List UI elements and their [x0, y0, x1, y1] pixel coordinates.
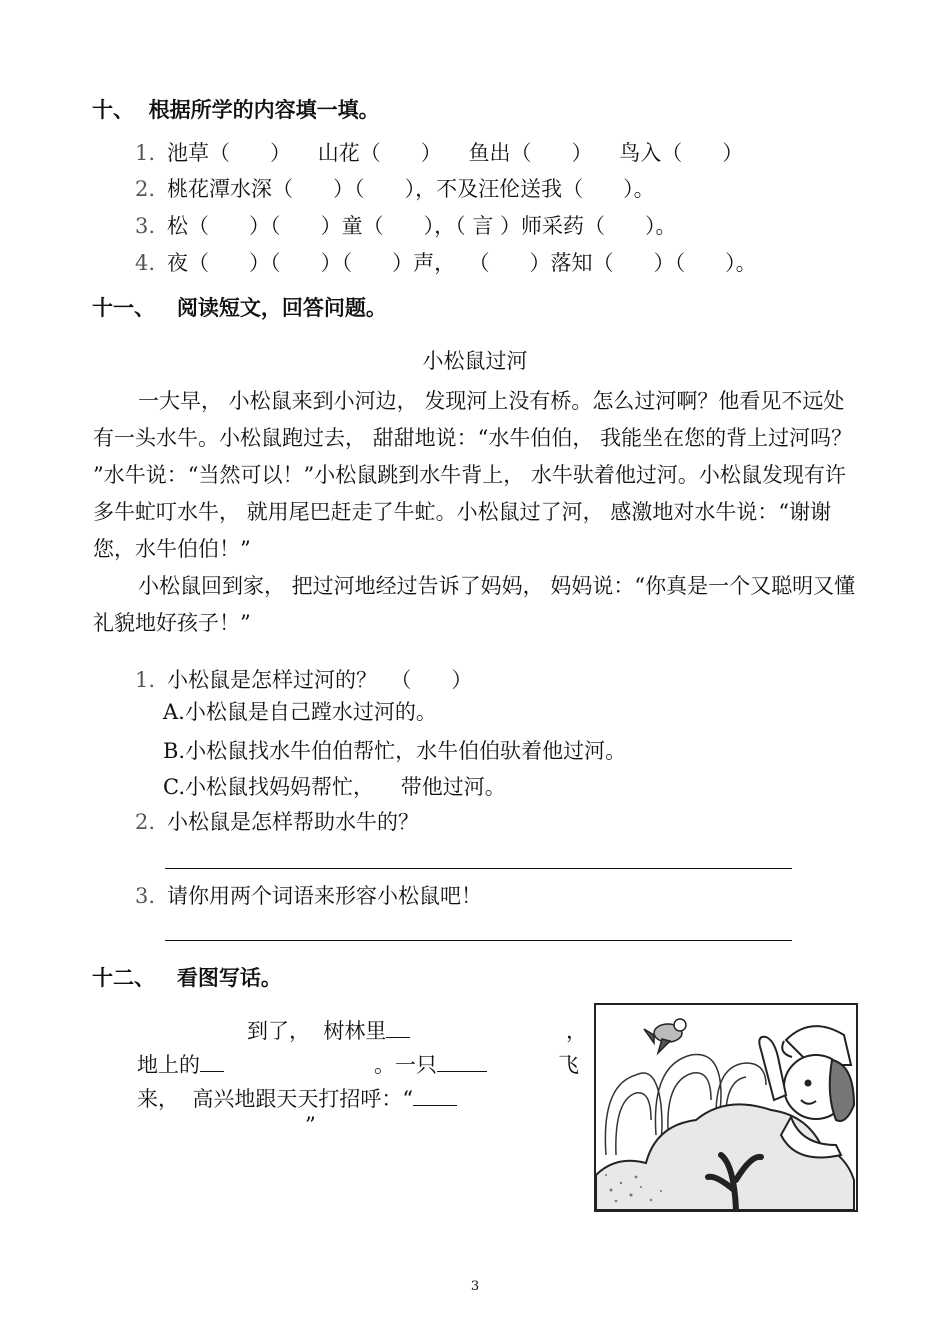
option-b: B.小松鼠找水牛伯伯帮忙，水牛伯伯驮着他过河。: [163, 739, 627, 763]
writing-blank: [386, 1017, 410, 1038]
item-text: 夜（ ）（ ）（ ）声， （ ）落知（ ）（ ）。: [167, 251, 757, 275]
item-number: 4.: [135, 251, 156, 275]
option-c: C.小松鼠找妈妈帮忙， 带他过河。: [163, 775, 506, 799]
page-number: 3: [470, 1279, 480, 1294]
item-text: 桃花潭水深（ ）（ ），不及汪伦送我（ ）。: [167, 177, 655, 201]
item-number: 1.: [135, 141, 156, 165]
writing-fly: 飞: [558, 1053, 579, 1077]
writing-text: 地上的: [137, 1053, 200, 1077]
question-number: 2.: [135, 810, 156, 834]
item-text: 松（ ）（ ）童（ ），（ 言 ）师采药（ ）。: [167, 214, 677, 238]
question-3: [135, 880, 482, 910]
answer-line-1: [165, 868, 792, 869]
fill-item-3: [135, 210, 677, 240]
writing-text: 到了， 树林里: [247, 1019, 387, 1043]
writing-text: 。一只: [374, 1053, 437, 1077]
writing-text: 来， 高兴地跟天天打招呼：“: [137, 1087, 414, 1111]
story-paragraph-2: 小松鼠回到家， 把过河地经过告诉了妈妈， 妈妈说：“你真是一个又聪明又懂礼貌地好孩子！”: [93, 574, 856, 635]
item-text: 池草（ ） 山花（ ） 鱼出（ ） 鸟入（ ）: [167, 141, 744, 165]
item-number: 2.: [135, 177, 156, 201]
fill-item-1: [135, 137, 743, 167]
question-number: 3.: [135, 884, 156, 908]
writing-line-2b: [374, 1049, 487, 1079]
question-text: 小松鼠是怎样过河的？ （ ）: [167, 668, 473, 692]
item-number: 3.: [135, 214, 156, 238]
fill-item-4: [135, 247, 757, 277]
story-paragraph-1: 一大早， 小松鼠来到小河边， 发现河上没有桥。怎么过河啊？他看见不远处有一头水牛。小松鼠跑过去， 甜甜地说：“水牛伯伯， 我能坐在您的背上过河吗？ ”水牛说：“当然可以！”小松鼠跳到水牛背上， 水牛驮着他过河。小松鼠发现有许多牛虻叮水牛， 就用尾巴赶走了牛虻。小松鼠过了河， 感激地对水牛说：“谢谢您，水牛伯伯！”: [93, 389, 853, 561]
section-10-title: 十、 根据所学的内容填一填。: [92, 98, 380, 122]
question-1: [135, 664, 472, 694]
writing-comma: ，: [566, 1019, 587, 1043]
section-11-title: 十一、 阅读短文，回答问题。: [92, 296, 387, 320]
writing-line-2: [137, 1049, 224, 1079]
picture-boy-waving-at-bird: [594, 1003, 858, 1212]
fill-item-2: [135, 173, 655, 203]
question-2: [135, 806, 419, 836]
question-text: 请你用两个词语来形容小松鼠吧！: [167, 884, 482, 908]
story-title: 小松鼠过河: [422, 349, 528, 373]
question-text: 小松鼠是怎样帮助水牛的？: [167, 810, 419, 834]
writing-line-3: [137, 1083, 457, 1113]
answer-line-2: [165, 940, 792, 941]
section-12-title: 十二、 看图写话。: [92, 966, 282, 990]
writing-close-quote: ”: [305, 1113, 316, 1137]
writing-line-1: [247, 1015, 410, 1045]
writing-blank: [200, 1051, 224, 1072]
writing-blank: [437, 1051, 487, 1072]
question-number: 1.: [135, 668, 156, 692]
option-a: A.小松鼠是自己蹚水过河的。: [163, 700, 437, 724]
illustration-svg: [596, 1005, 856, 1210]
writing-blank: [413, 1085, 457, 1106]
bird-icon: [644, 1019, 686, 1053]
